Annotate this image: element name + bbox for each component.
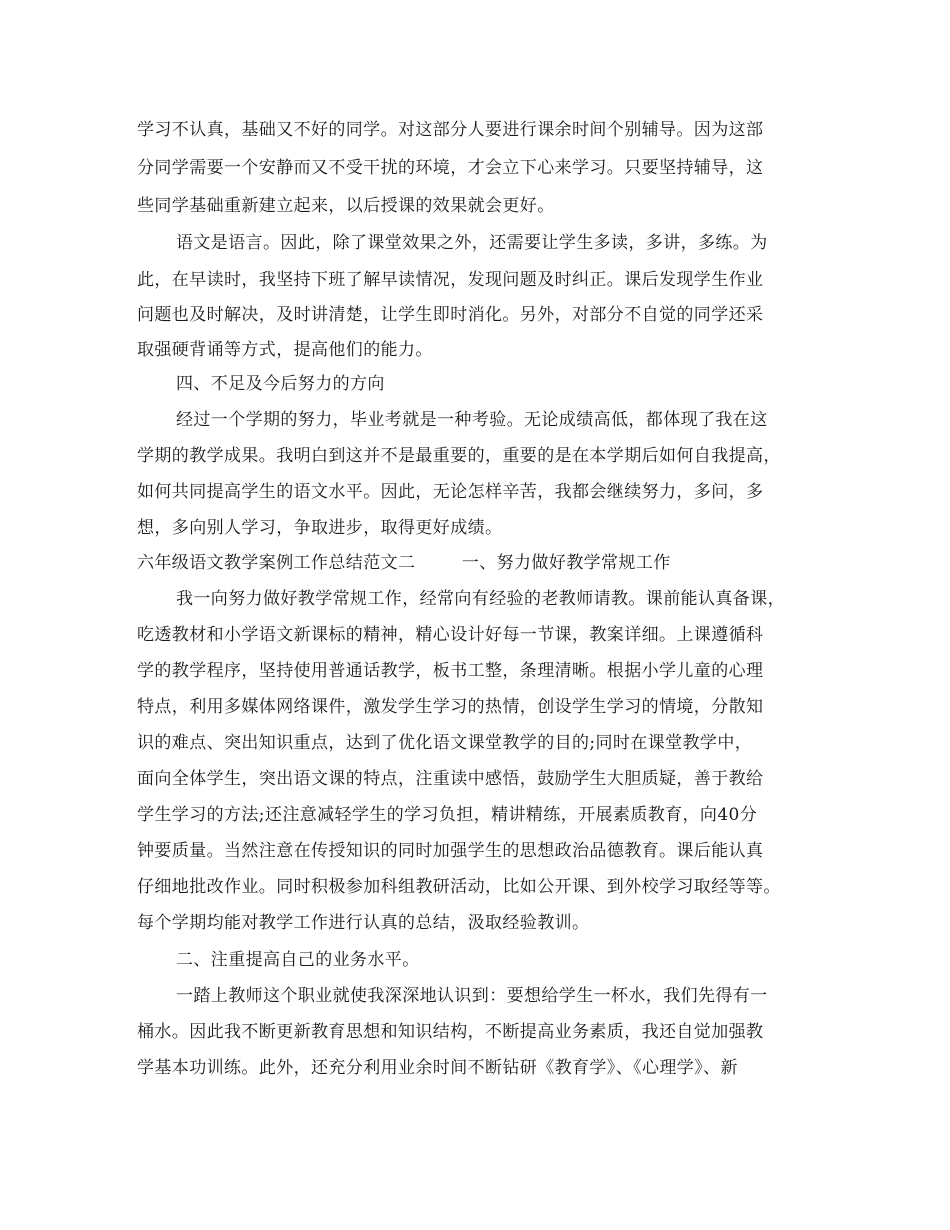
text-line: 我一向努力做好教学常规工作，经常向有经验的老教师请教。课前能认真备课， (176, 589, 785, 609)
text-line: 学习不认真，基础又不好的同学。对这部分人要进行课余时间个别辅导。因为这部 (137, 120, 764, 140)
section-heading: 四、不足及今后努力的方向 (176, 374, 385, 394)
text-line: 问题也及时解决，及时讲清楚，让学生即时消化。另外，对部分不自觉的同学还采 (137, 305, 764, 325)
text-line: 取强硬背诵等方式，提高他们的能力。 (137, 340, 433, 360)
text-line: 识的难点、突出知识重点，达到了优化语文课堂教学的目的;同时在课堂教学中， (137, 733, 753, 753)
text-line: 此，在早读时，我坚持下班了解早读情况，发现问题及时纠正。课后发现学生作业 (137, 270, 764, 290)
text-line: 钟要质量。当然注意在传授知识的同时加强学生的思想政治品德教育。课后能认真 (137, 841, 764, 861)
text-line: 经过一个学期的努力，毕业考就是一种考验。无论成绩高低，都体现了我在这 (176, 410, 768, 430)
text-line: 一踏上教师这个职业就使我深深地认识到：要想给学生一杯水，我们先得有一 (176, 986, 768, 1006)
text-line: 吃透教材和小学语文新课标的精神，精心设计好每一节课，教案详细。上课遵循科 (137, 625, 764, 645)
text-line: 面向全体学生，突出语文课的特点，注重读中感悟，鼓励学生大胆质疑，善于教给 (137, 769, 764, 789)
text-line: 学期的教学成果。我明白到这并不是最重要的，重要的是在本学期后如何自我提高， (137, 446, 781, 466)
text-line: 些同学基础重新建立起来，以后授课的效果就会更好。 (137, 196, 555, 216)
text-line: 特点，利用多媒体网络课件，激发学生学习的热情，创设学生学习的情境，分散知 (137, 697, 764, 717)
text-line: 语文是语言。因此，除了课堂效果之外，还需要让学生多读，多讲，多练。为 (176, 233, 768, 253)
article-title-line: 六年级语文教学案例工作总结范文二 一、努力做好教学常规工作 (137, 553, 671, 573)
text-line: 学的教学程序，坚持使用普通话教学，板书工整，条理清晰。根据小学儿童的心理 (137, 661, 764, 681)
section-heading: 二、注重提高自己的业务水平。 (176, 950, 420, 970)
text-line: 桶水。因此我不断更新教育思想和知识结构，不断提高业务素质，我还自觉加强教 (137, 1022, 764, 1042)
text-line: 如何共同提高学生的语文水平。因此，无论怎样辛苦，我都会继续努力，多问，多 (137, 482, 764, 502)
text-line: 分同学需要一个安静而又不受干扰的环境，才会立下心来学习。只要坚持辅导，这 (137, 158, 764, 178)
text-line: 学基本功训练。此外，还充分利用业余时间不断钻研《教育学》、《心理学》、新 (137, 1058, 738, 1078)
text-line: 每个学期均能对教学工作进行认真的总结，汲取经验教训。 (137, 913, 590, 933)
text-line: 学生学习的方法;还注意减轻学生的学习负担，精讲精练，开展素质教育，向40分 (137, 805, 758, 825)
text-line: 仔细地批改作业。同时积极参加科组教研活动，比如公开课、到外校学习取经等等。 (137, 877, 781, 897)
text-line: 想，多向别人学习，争取进步，取得更好成绩。 (137, 518, 503, 538)
